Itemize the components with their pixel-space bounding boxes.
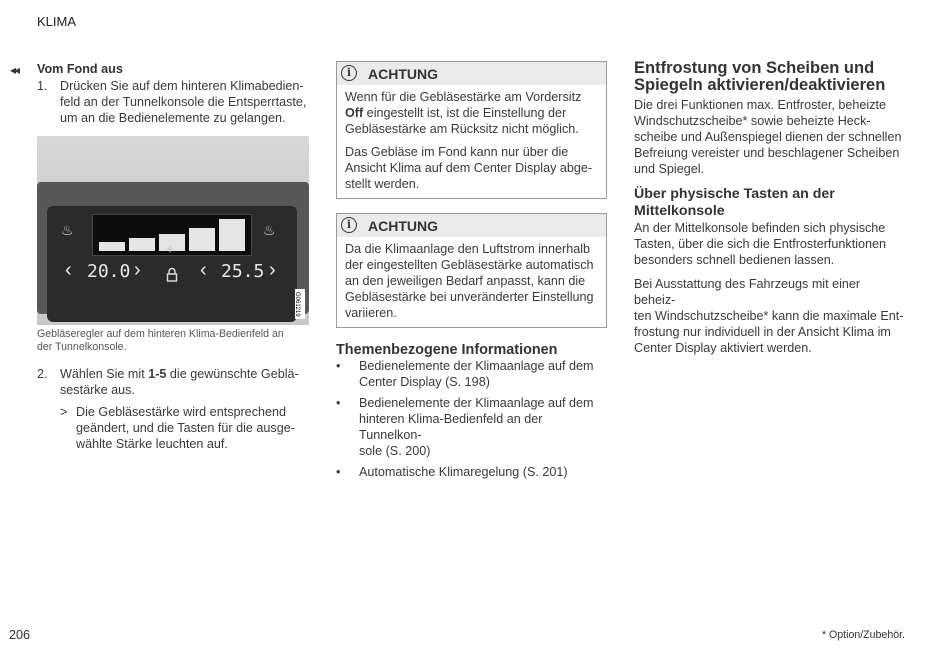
lock-icon bbox=[165, 267, 179, 283]
related-link[interactable] bbox=[336, 395, 607, 459]
intro-paragraph bbox=[634, 97, 904, 177]
step-2-line: sestärke aus. bbox=[60, 383, 135, 397]
rear-climate-panel-figure bbox=[37, 136, 309, 325]
caption-line: Gebläseregler auf dem hinteren Klima-Bedienfeld an bbox=[37, 328, 284, 340]
warning-line: Ansicht Klima auf dem Center Display abge- bbox=[345, 161, 593, 175]
bullet: • bbox=[336, 396, 341, 410]
step-2 bbox=[10, 366, 310, 398]
intro-line: scheibe und Außenspiegel dienen der schnellen bbox=[634, 130, 902, 144]
bullet: • bbox=[336, 359, 341, 373]
related-link-line[interactable]: Automatische Klimaregelung (S. 201) bbox=[359, 465, 568, 479]
step-2-text: die gewünschte Geblä- bbox=[166, 367, 299, 381]
column-1 bbox=[10, 60, 310, 452]
page-number: 206 bbox=[9, 628, 31, 642]
chevron-right-icon: › bbox=[134, 259, 141, 281]
paragraph-line: An der Mittelkonsole befinden sich physische bbox=[634, 221, 886, 235]
warning-line: an den jeweiligen Bedarf anpasst, kann die bbox=[345, 274, 586, 288]
warning-line: der eingestellten Gebläsestärke automatisch bbox=[345, 258, 594, 272]
related-info-heading: Themenbezogene Informationen bbox=[336, 342, 558, 358]
step-2-result bbox=[10, 404, 310, 452]
result-line: wählte Stärke leuchten auf. bbox=[76, 437, 228, 451]
section-header: KLIMA bbox=[37, 14, 77, 29]
step-1-line: feld an der Tunnelkonsole die Entsperrtaste, bbox=[60, 95, 307, 109]
subheading-vom-fond-aus: Vom Fond aus bbox=[37, 62, 123, 76]
warning-header bbox=[337, 214, 606, 237]
related-link-line[interactable]: Bedienelemente der Klimaanlage auf dem bbox=[359, 359, 594, 373]
chevron-right-icon: › bbox=[269, 259, 276, 281]
subheading-line: Mittelkonsole bbox=[634, 203, 725, 219]
warning-paragraph bbox=[345, 241, 598, 321]
related-link[interactable] bbox=[336, 358, 607, 390]
temp-right-readout: 25.5 bbox=[221, 261, 265, 282]
warning-box-2 bbox=[336, 213, 607, 328]
warning-line bbox=[345, 105, 598, 121]
info-icon: i bbox=[341, 217, 357, 233]
step-number: 2. bbox=[37, 367, 48, 381]
intro-line: Windschutzscheibe* sowie beheizte Heck- bbox=[634, 114, 871, 128]
fan-icon bbox=[165, 244, 175, 254]
caption-line: der Tunnelkonsole. bbox=[37, 341, 127, 353]
paragraph-line: Tasten, über die sich die Entfrosterfunktionen bbox=[634, 237, 887, 251]
warning-line: Da die Klimaanlage den Luftstrom innerhalb bbox=[345, 242, 591, 256]
warning-title: ACHTUNG bbox=[368, 66, 438, 82]
subsection-heading bbox=[634, 186, 904, 220]
related-links-list bbox=[336, 358, 607, 480]
seat-heat-left-icon: ♨ bbox=[61, 222, 74, 238]
warning-text: eingestellt ist, ist die Einstellung der bbox=[363, 106, 567, 120]
paragraph-line: frostung nur individuell in der Ansicht Klima im bbox=[634, 325, 891, 339]
paragraph-1 bbox=[634, 220, 904, 268]
related-link-line[interactable]: hinteren Klima-Bedienfeld an der Tunnelkon- bbox=[359, 412, 543, 442]
fan-bar-5 bbox=[219, 219, 245, 251]
fan-bar-4 bbox=[189, 228, 215, 251]
subheading-line: Über physische Tasten an der bbox=[634, 186, 835, 202]
fan-range-value: 1-5 bbox=[148, 367, 167, 381]
warning-header bbox=[337, 62, 606, 85]
seat-heat-right-icon: ♨ bbox=[263, 222, 276, 238]
warning-paragraph bbox=[345, 144, 598, 192]
warning-line: stellt werden. bbox=[345, 177, 420, 191]
step-1 bbox=[10, 78, 310, 126]
heading-line: Entfrostung von Scheiben und bbox=[634, 59, 875, 77]
intro-line: Die drei Funktionen max. Entfroster, beheizte bbox=[634, 98, 887, 112]
off-value: Off bbox=[345, 106, 364, 120]
warning-title: ACHTUNG bbox=[368, 218, 438, 234]
chevron-left-icon: ‹ bbox=[65, 259, 72, 281]
info-icon: i bbox=[341, 65, 357, 81]
step-1-line: um an die Bedienelemente zu gelangen. bbox=[60, 111, 286, 125]
intro-line: Befreiung vereister und beschlagener Scheiben bbox=[634, 146, 900, 160]
paragraph-line: besonders schnell bedienen lassen. bbox=[634, 253, 835, 267]
related-link[interactable] bbox=[336, 464, 607, 480]
paragraph-line: Bei Ausstattung des Fahrzeugs mit einer beheiz- bbox=[634, 277, 861, 307]
paragraph-2 bbox=[634, 276, 904, 356]
column-2 bbox=[336, 61, 607, 485]
step-2-text: Wählen Sie mit bbox=[60, 367, 149, 381]
figure-caption bbox=[37, 328, 307, 354]
paragraph-line: ten Windschutzscheibe* kann die maximale Ent- bbox=[634, 309, 904, 323]
previous-page-marker-icon[interactable]: ◂◂ bbox=[10, 63, 19, 77]
section-heading bbox=[634, 60, 904, 94]
related-link-line[interactable]: Center Display (S. 198) bbox=[359, 375, 490, 389]
result-marker: > bbox=[60, 405, 68, 419]
warning-line: Gebläsestärke am Rücksitz nicht möglich. bbox=[345, 122, 579, 136]
step-1-line: Drücken Sie auf dem hinteren Klimabedien- bbox=[60, 79, 304, 93]
warning-paragraph bbox=[345, 89, 598, 137]
intro-line: und Spiegel. bbox=[634, 162, 705, 176]
warning-line: Gebläsestärke bei unveränderter Einstellung bbox=[345, 290, 594, 304]
figure-id: G061219 bbox=[295, 289, 305, 319]
heading-line: Spiegeln aktivieren/deaktivieren bbox=[634, 76, 886, 94]
fan-bar-1 bbox=[99, 242, 125, 251]
temp-left-readout: 20.0 bbox=[87, 261, 131, 282]
warning-line: variieren. bbox=[345, 306, 397, 320]
related-link-line[interactable]: Bedienelemente der Klimaanlage auf dem bbox=[359, 396, 594, 410]
step-2-line bbox=[60, 366, 310, 382]
paragraph-line: Center Display aktiviert werden. bbox=[634, 341, 812, 355]
column-3 bbox=[634, 60, 904, 356]
warning-body bbox=[337, 85, 606, 198]
warning-body bbox=[337, 237, 606, 327]
chevron-left-icon: ‹ bbox=[200, 259, 207, 281]
bullet: • bbox=[336, 465, 341, 479]
warning-line: Das Gebläse im Fond kann nur über die bbox=[345, 145, 569, 159]
footnote: * Option/Zubehör. bbox=[821, 629, 905, 641]
warning-line: Wenn für die Gebläsestärke am Vordersitz bbox=[345, 90, 582, 104]
step-number: 1. bbox=[37, 79, 48, 93]
result-line: Die Gebläsestärke wird entsprechend bbox=[76, 405, 287, 419]
fan-bar-2 bbox=[129, 238, 155, 251]
warning-box-1 bbox=[336, 61, 607, 199]
related-link-line[interactable]: sole (S. 200) bbox=[359, 444, 431, 458]
result-line: geändert, und die Tasten für die ausge- bbox=[76, 421, 295, 435]
